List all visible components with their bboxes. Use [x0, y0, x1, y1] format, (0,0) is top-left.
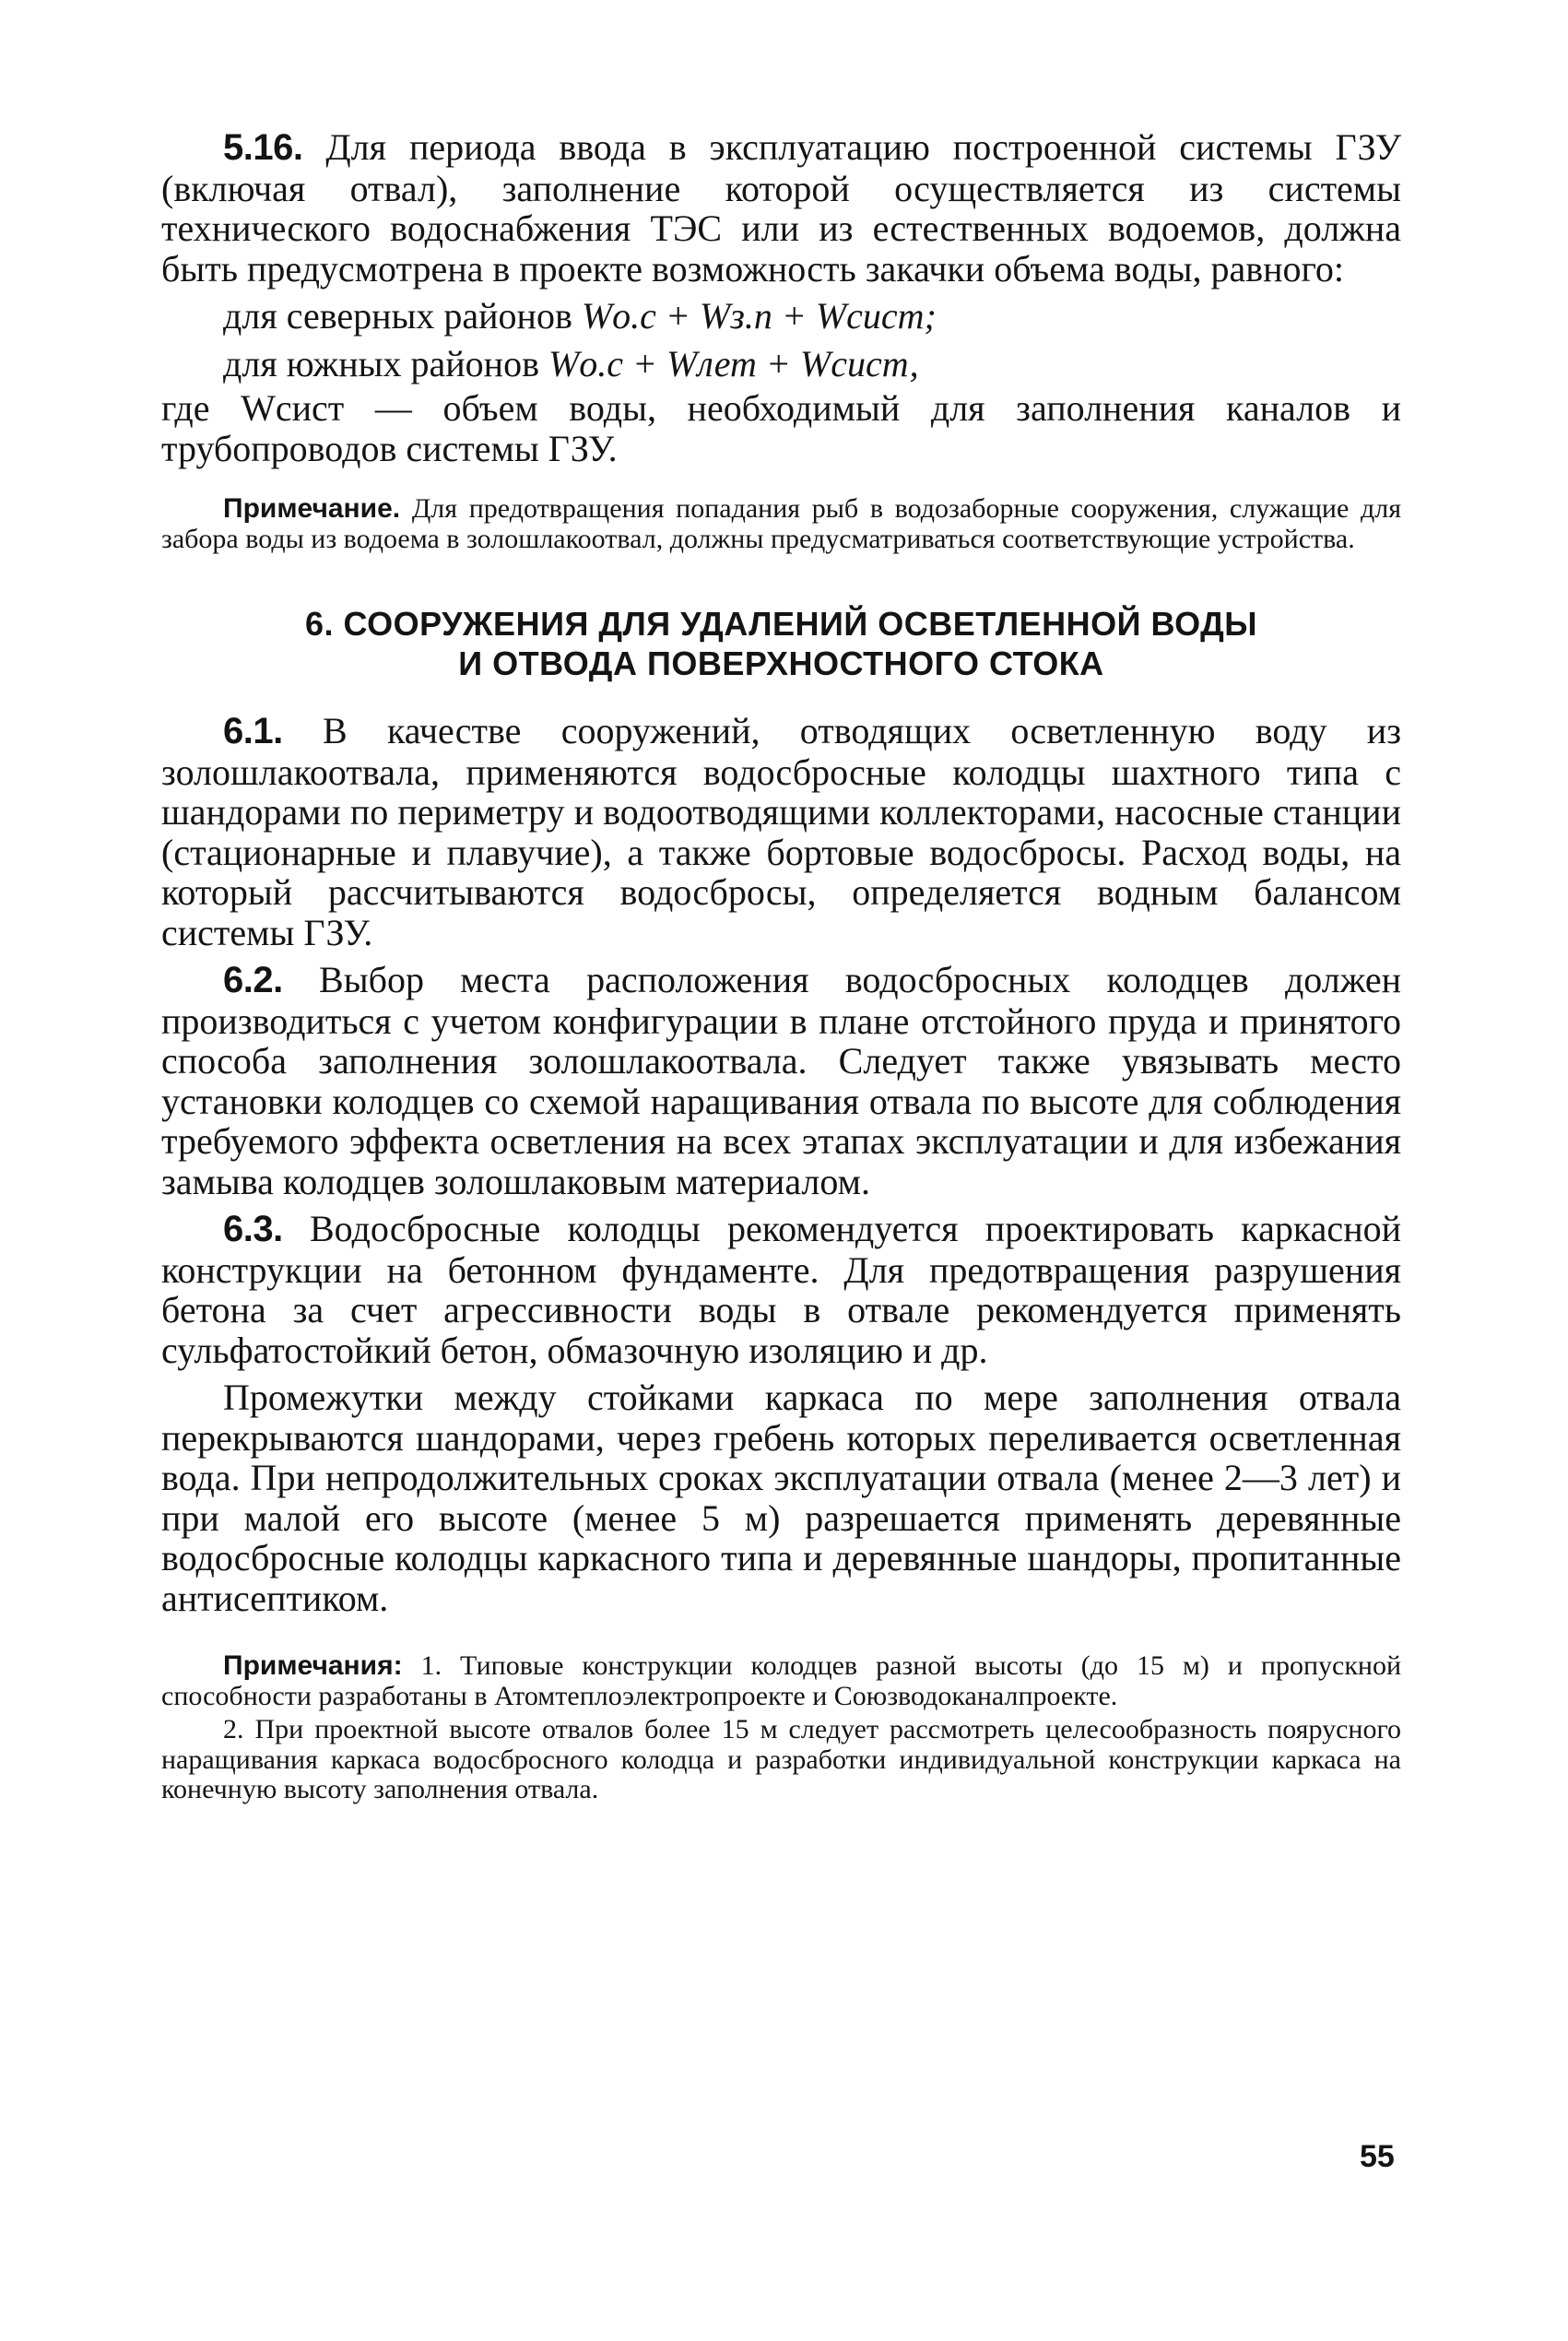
- formula-lead: для южных районов: [223, 343, 539, 384]
- page-number: 55: [1360, 2139, 1395, 2174]
- notes-label: Примечания:: [223, 1650, 403, 1681]
- formula-explanation: где Wсист — объем воды, необходимый для заполнения каналов и трубопроводов системы ГЗУ.: [161, 387, 1401, 469]
- formula-north: [223, 292, 1401, 340]
- section-heading: [161, 604, 1401, 683]
- paragraph-text: Выбор места расположения водосбросных колодцев должен производиться с учетом конфигурации в плане отстойного пруда и принятого способа заполнения золошлакоотвала. Следует также увязывать место установки колодцев со схемой наращивания отвала по высоте для соблюдения требуемого эффекта осветления на всех этапах эксплуатации и для избежания замыва колодцев золошлаковым материалом.: [161, 959, 1401, 1202]
- note-text: Для предотвращения попадания рыб в водозаборные сооружения, служащие для забора воды из водоема в золошлакоотвал, должны предусматриваться соответствующие устройства.: [161, 493, 1401, 554]
- formula-expression: Wо.с + Wлет + Wсист,: [548, 343, 919, 384]
- paragraph-text: Для периода ввода в эксплуатацию построенной системы ГЗУ (включая отвал), заполнение которой осуществляется из системы технического водоснабжения ТЭС или из естественных водоемов, должна быть предусмотрена в проекте возможность закачки объема воды, равного:: [161, 126, 1402, 290]
- note-5-16: [161, 494, 1401, 554]
- section-heading-line-1: 6. СООРУЖЕНИЯ ДЛЯ УДАЛЕНИЙ ОСВЕТЛЕННОЙ ВОДЫ: [304, 605, 1258, 643]
- paragraph-number: 5.16.: [223, 127, 303, 168]
- formula-south: [223, 340, 1401, 388]
- paragraph-number: 6.2.: [223, 960, 283, 1000]
- paragraph-number: 6.1.: [223, 711, 283, 751]
- notes-item-1: [161, 1651, 1401, 1711]
- formula-lead: для северных районов: [223, 295, 572, 337]
- paragraph-number: 6.3.: [223, 1209, 283, 1249]
- paragraph-gaps: Промежутки между стойками каркаса по мере заполнения отвала перекрываются шандорами, через гребень которых переливается осветленная вода. При непродолжительных сроках эксплуатации отвала (менее 2—3 лет) и при малой его высоте (менее 5 м) разрешается применять деревянные водосбросные колодцы каркасного типа и деревянные шандоры, пропитанные антисептиком.: [161, 1377, 1401, 1619]
- note-label: Примечание.: [223, 493, 401, 524]
- document-page: [161, 127, 1401, 1805]
- paragraph-text: Водосбросные колодцы рекомендуется проектировать каркасной конструкции на бетонном фундаменте. Для предотвращения разрушения бетона за счет агрессивности воды в отвале рекомендуется применять сульфатостойкий бетон, обмазочную изоляцию и др.: [161, 1208, 1401, 1371]
- paragraph-5-16: [161, 127, 1401, 289]
- formula-expression: Wо.с + Wз.п + Wсист;: [581, 295, 937, 337]
- notes-text: 1. Типовые конструкции колодцев разной высоты (до 15 м) и пропускной способности разработаны в Атомтеплоэлектропроекте и Союзводоканалпроекте.: [161, 1650, 1401, 1711]
- section-heading-line-2: И ОТВОДА ПОВЕРХНОСТНОГО СТОКА: [458, 644, 1104, 682]
- paragraph-text: В качестве сооружений, отводящих осветленную воду из золошлакоотвала, применяются водосбросные колодцы шахтного типа с шандорами по периметру и водоотводящими коллекторами, насосные станции (стационарные и плавучие), а также бортовые водосбросы. Расход воды, на который рассчитываются водосбросы, определяется водным балансом системы ГЗУ.: [161, 710, 1402, 953]
- paragraph-6-1: [161, 711, 1401, 952]
- notes-item-2: 2. При проектной высоте отвалов более 15 м следует рассмотреть целесообразность поярусного наращивания каркаса водосбросного колодца и разработки индивидуальной конструкции каркаса на конечную высоту заполнения отвала.: [161, 1714, 1401, 1804]
- paragraph-6-3: [161, 1209, 1401, 1370]
- paragraph-6-2: [161, 960, 1401, 1201]
